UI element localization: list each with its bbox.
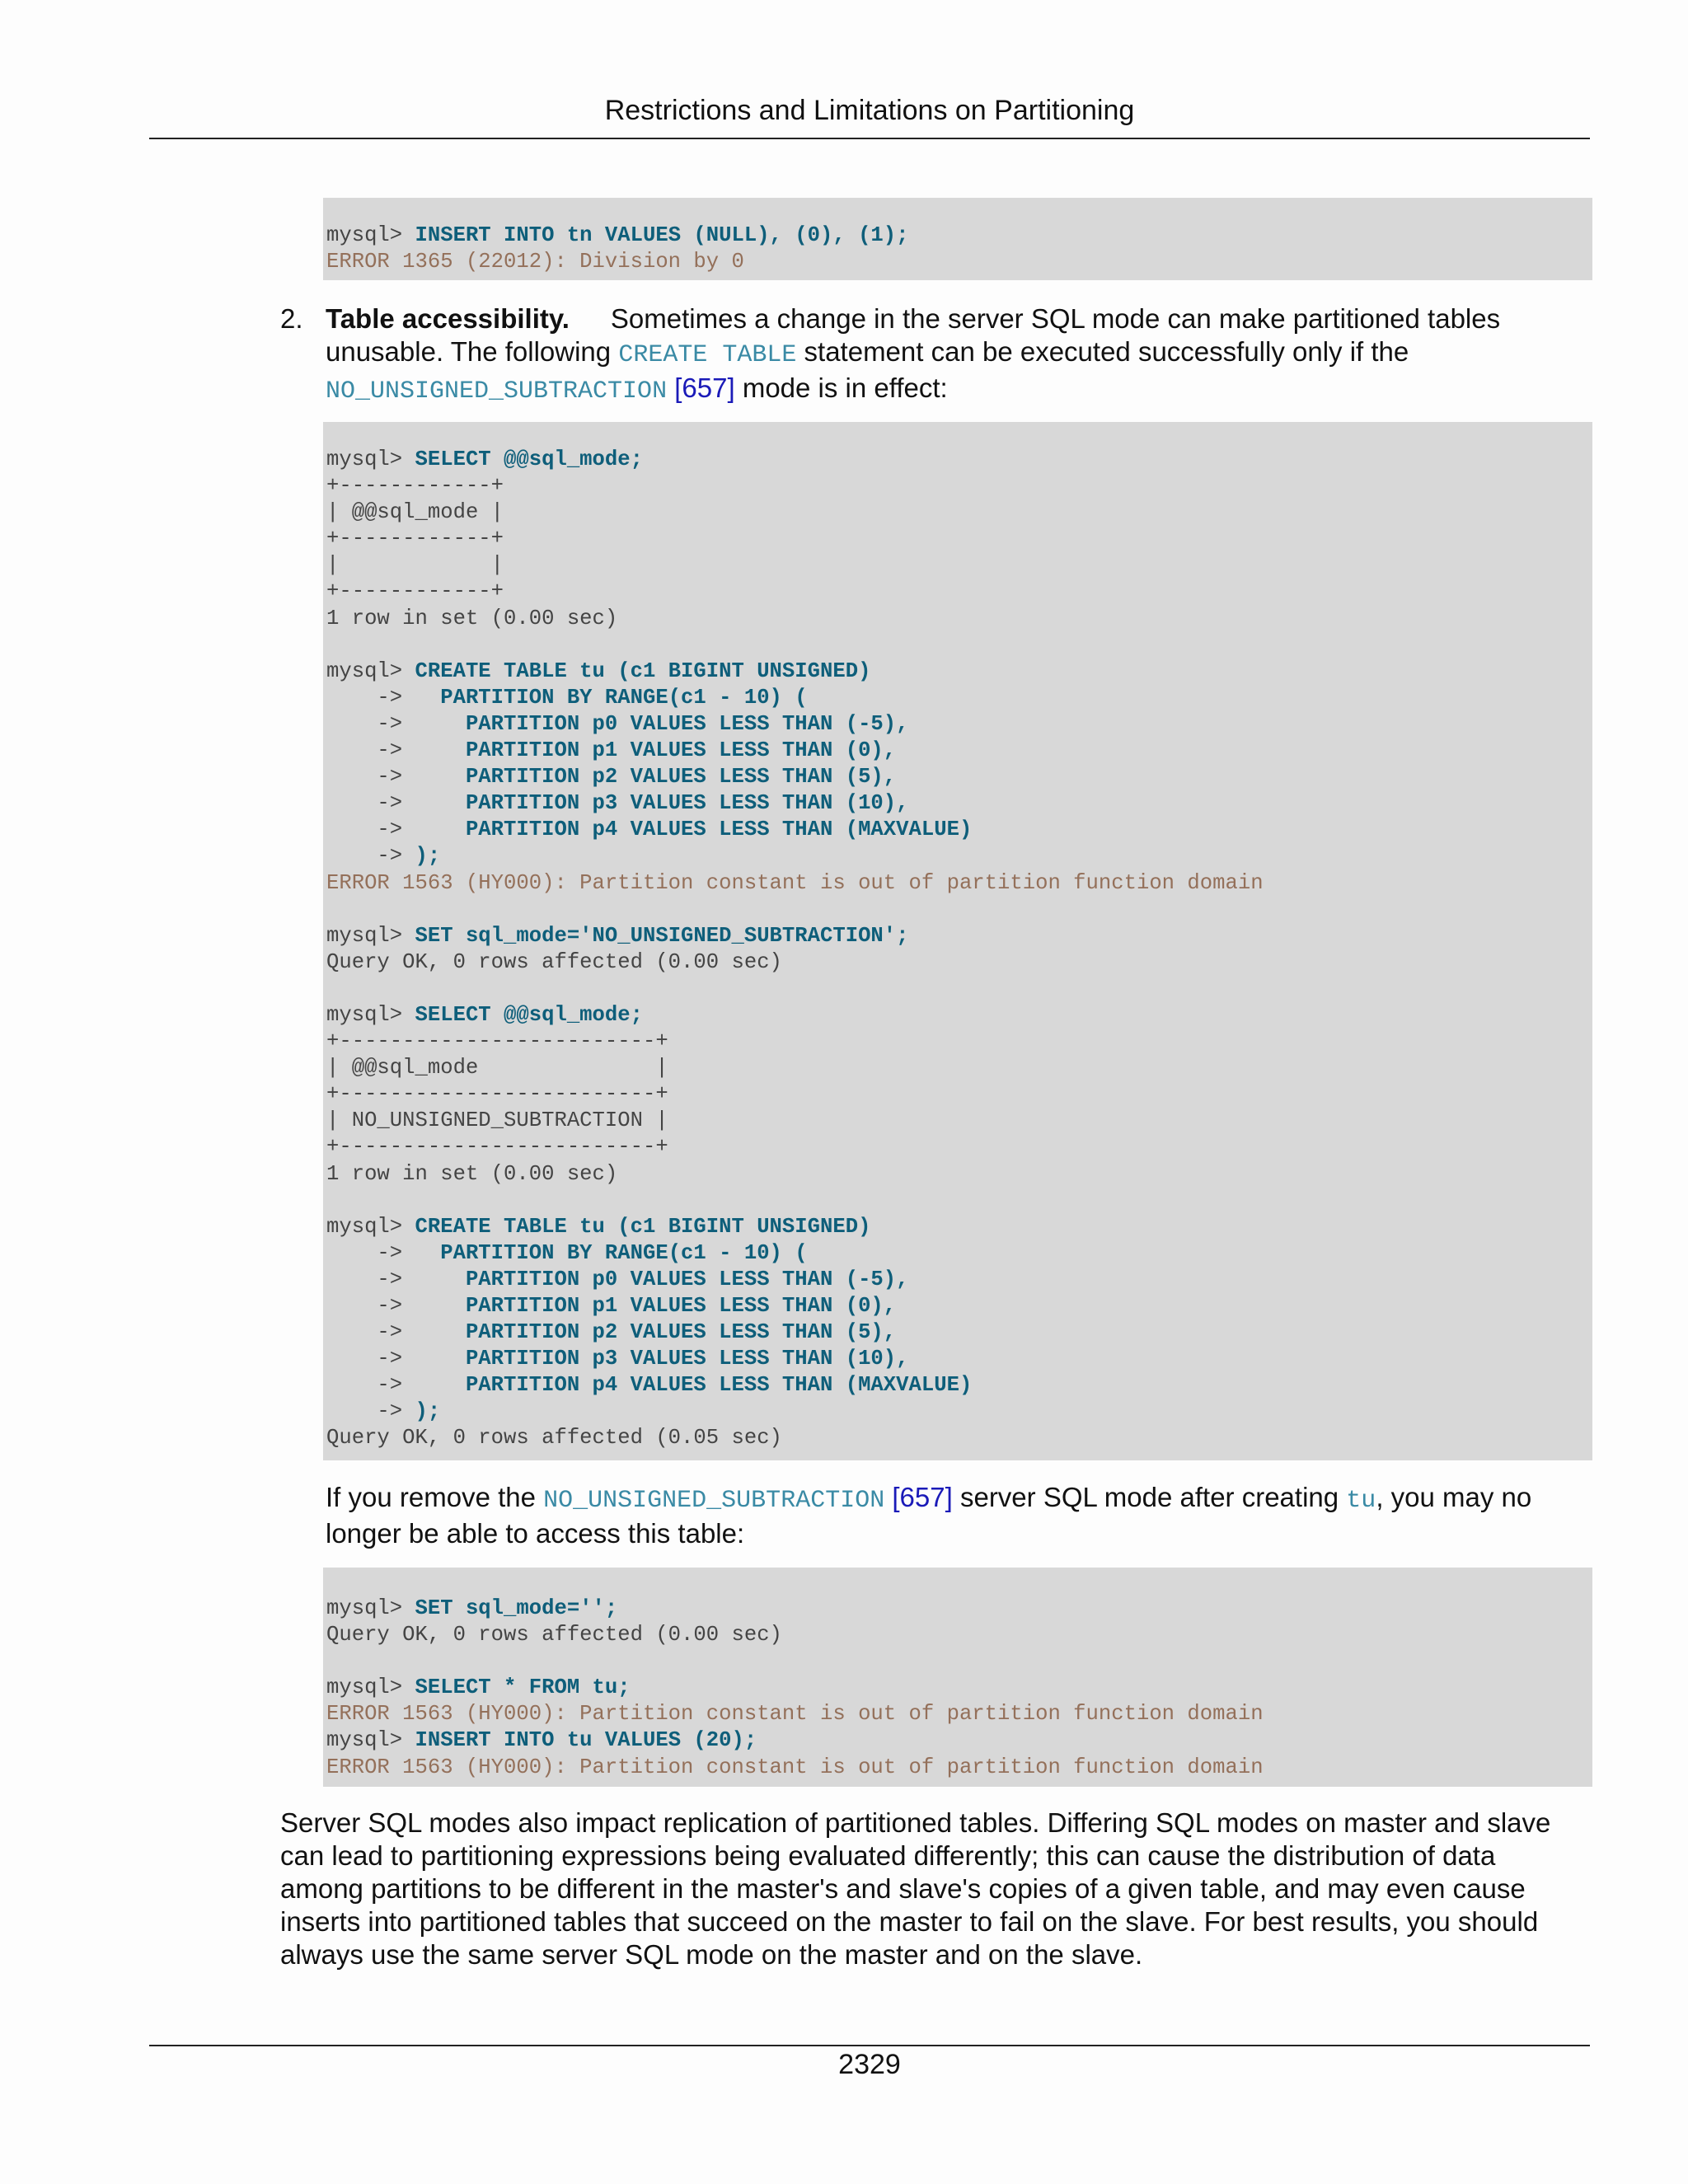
- code-line: [326, 1188, 1589, 1214]
- code-line: [326, 1002, 1589, 1029]
- code-line: [326, 1029, 1589, 1055]
- code-line: [326, 870, 1589, 897]
- code-output: mysql>: [326, 448, 415, 471]
- code-line: [326, 658, 1589, 685]
- code-line: [326, 1267, 1589, 1293]
- code-line: [326, 1293, 1589, 1319]
- code-command: INSERT INTO tu VALUES (20);: [415, 1728, 757, 1753]
- page-reference-link[interactable]: [657]: [674, 373, 735, 403]
- page-reference-link[interactable]: [657]: [892, 1482, 953, 1512]
- code-command: CREATE TABLE tu (c1 BIGINT UNSIGNED): [415, 658, 871, 683]
- code-command: PARTITION p3 VALUES LESS THAN (10),: [465, 791, 909, 816]
- code-output: ->: [326, 791, 466, 816]
- code-line: [326, 526, 1589, 552]
- code-command: PARTITION BY RANGE(c1 - 10) (: [440, 685, 808, 710]
- code-line: [326, 764, 1589, 790]
- paragraph-text: server SQL mode after creating: [952, 1482, 1347, 1512]
- code-line: [326, 711, 1589, 738]
- code-output: mysql>: [326, 223, 415, 247]
- code-command: SELECT * FROM tu;: [415, 1675, 631, 1700]
- code-command: SET sql_mode='NO_UNSIGNED_SUBTRACTION';: [415, 923, 909, 948]
- paragraph-text: mode is in effect:: [734, 373, 948, 403]
- code-line: [326, 1134, 1589, 1160]
- code-output: ->: [326, 1347, 466, 1371]
- code-command: PARTITION p0 VALUES LESS THAN (-5),: [465, 1267, 909, 1291]
- paragraph-line: Server SQL modes also impact replication of partitioned tables. Differing SQL modes on master and slave: [280, 1807, 1551, 1838]
- code-block: [323, 1568, 1592, 1787]
- code-output: +-------------------------+: [326, 1029, 668, 1054]
- code-line: [326, 473, 1589, 499]
- paragraph-text: longer be able to access this table:: [326, 1518, 745, 1549]
- code-command: CREATE TABLE tu (c1 BIGINT UNSIGNED): [415, 1214, 871, 1239]
- code-error: ERROR 1365 (22012): Division by 0: [326, 250, 744, 274]
- code-error: ERROR 1563 (HY000): Partition constant is out of partition function domain: [326, 1702, 1264, 1727]
- code-command: PARTITION p2 VALUES LESS THAN (5),: [465, 1320, 897, 1345]
- list-number: 2.: [280, 303, 303, 334]
- paragraph-line: always use the same server SQL mode on the master and on the slave.: [280, 1939, 1143, 1970]
- code-line: [326, 499, 1589, 526]
- paragraph-line: inserts into partitioned tables that succeed on the master to fail on the slave. For best results, you should: [280, 1906, 1539, 1937]
- code-line: [326, 606, 1589, 632]
- code-output: Query OK, 0 rows affected (0.00 sec): [326, 949, 782, 974]
- list-item-paragraph: [326, 302, 1595, 408]
- code-error: ERROR 1563 (HY000): Partition constant is out of partition function domain: [326, 870, 1264, 895]
- code-line: [326, 923, 1589, 949]
- code-output: | @@sql_mode |: [326, 500, 504, 525]
- code-output: ->: [326, 844, 415, 869]
- code-command: INSERT INTO tn VALUES (NULL), (0), (1);: [415, 223, 909, 247]
- code-line: [326, 1161, 1589, 1188]
- code-line: [326, 1727, 1589, 1754]
- sql-mode-link[interactable]: NO_UNSIGNED_SUBTRACTION: [326, 377, 668, 405]
- code-line: [326, 1596, 1589, 1622]
- code-line: [326, 738, 1589, 764]
- page-number: 2329: [838, 2049, 901, 2080]
- code-output: | NO_UNSIGNED_SUBTRACTION |: [326, 1108, 668, 1133]
- code-output: ->: [326, 1320, 466, 1345]
- code-line: [326, 1648, 1589, 1675]
- code-output: ->: [326, 818, 466, 842]
- code-command: SELECT @@sql_mode;: [415, 1002, 643, 1027]
- code-command: PARTITION p1 VALUES LESS THAN (0),: [465, 1294, 897, 1318]
- code-output: ->: [326, 738, 466, 763]
- page-header-title: Restrictions and Limitations on Partitioning: [604, 95, 1135, 126]
- code-line: [326, 685, 1589, 711]
- code-line: [326, 249, 1589, 275]
- code-command: PARTITION p4 VALUES LESS THAN (MAXVALUE): [465, 1373, 973, 1398]
- paragraph-line: can lead to partitioning expressions being evaluated differently; this can cause the distribution of data: [280, 1840, 1496, 1871]
- code-output: +-------------------------+: [326, 1135, 668, 1160]
- paragraph-text: statement can be executed successfully only if the: [796, 336, 1409, 367]
- code-line: [326, 1081, 1589, 1108]
- code-line: [326, 1755, 1589, 1781]
- code-error: ERROR 1563 (HY000): Partition constant is out of partition function domain: [326, 1755, 1264, 1779]
- create-table-link[interactable]: CREATE TABLE: [618, 341, 797, 369]
- code-line: [326, 897, 1589, 923]
- code-command: SELECT @@sql_mode;: [415, 448, 643, 471]
- code-output: | @@sql_mode |: [326, 1056, 668, 1080]
- footer-rule: [149, 2045, 1590, 2046]
- code-command: PARTITION BY RANGE(c1 - 10) (: [440, 1240, 808, 1265]
- code-output: ->: [326, 765, 466, 790]
- code-output: Query OK, 0 rows affected (0.05 sec): [326, 1426, 782, 1451]
- code-line: [326, 632, 1589, 658]
- code-line: [326, 1319, 1589, 1346]
- table-name-code: tu: [1346, 1487, 1376, 1515]
- paragraph-text: unusable. The following: [326, 336, 619, 367]
- code-output: | |: [326, 553, 504, 578]
- code-command: PARTITION p1 VALUES LESS THAN (0),: [465, 738, 897, 763]
- code-line: [326, 1108, 1589, 1134]
- code-line: [326, 1346, 1589, 1372]
- code-line: [326, 1055, 1589, 1081]
- code-line: [326, 843, 1589, 869]
- code-output: ->: [326, 1294, 466, 1318]
- code-line: [326, 949, 1589, 976]
- code-line: [326, 1372, 1589, 1399]
- code-command: );: [415, 844, 441, 869]
- code-line: [326, 1240, 1589, 1267]
- paragraph: [326, 1481, 1595, 1550]
- code-output: mysql>: [326, 1675, 415, 1700]
- code-line: [326, 223, 1589, 249]
- code-output: +------------+: [326, 474, 504, 499]
- code-line: [326, 1701, 1589, 1727]
- code-output: +------------+: [326, 527, 504, 551]
- code-output: Query OK, 0 rows affected (0.00 sec): [326, 1623, 782, 1647]
- code-output: +------------+: [326, 579, 504, 604]
- code-line: [326, 1622, 1589, 1648]
- code-output: mysql>: [326, 658, 415, 683]
- code-output: ->: [326, 1267, 466, 1291]
- code-output: ->: [326, 1399, 415, 1424]
- code-output: 1 row in set (0.00 sec): [326, 606, 618, 630]
- code-line: [326, 976, 1589, 1002]
- code-line: [326, 1214, 1589, 1240]
- code-output: +-------------------------+: [326, 1082, 668, 1107]
- code-command: PARTITION p2 VALUES LESS THAN (5),: [465, 765, 897, 790]
- code-output: mysql>: [326, 1002, 415, 1027]
- code-output: 1 row in set (0.00 sec): [326, 1161, 618, 1186]
- code-block: [323, 198, 1592, 280]
- code-output: ->: [326, 1373, 466, 1398]
- code-output: mysql>: [326, 1596, 415, 1620]
- code-command: PARTITION p0 VALUES LESS THAN (-5),: [465, 711, 909, 736]
- list-item-heading: Table accessibility.: [326, 303, 570, 334]
- code-command: PARTITION p3 VALUES LESS THAN (10),: [465, 1347, 909, 1371]
- code-output: ->: [326, 1240, 441, 1265]
- code-line: [326, 552, 1589, 579]
- code-output: mysql>: [326, 1214, 415, 1239]
- code-output: mysql>: [326, 1728, 415, 1753]
- header-rule: [149, 138, 1590, 139]
- code-output: ->: [326, 685, 441, 710]
- code-output: ->: [326, 711, 466, 736]
- code-line: [326, 447, 1589, 473]
- paragraph-text: If you remove the: [326, 1482, 544, 1512]
- code-command: PARTITION p4 VALUES LESS THAN (MAXVALUE): [465, 818, 973, 842]
- sql-mode-link[interactable]: NO_UNSIGNED_SUBTRACTION: [543, 1487, 885, 1515]
- code-command: SET sql_mode='';: [415, 1596, 618, 1620]
- code-line: [326, 790, 1589, 817]
- code-block: [323, 422, 1592, 1460]
- code-line: [326, 817, 1589, 843]
- code-line: [326, 1675, 1589, 1701]
- paragraph-text: , you may no: [1376, 1482, 1532, 1512]
- paragraph-text: Sometimes a change in the server SQL mode can make partitioned tables: [610, 303, 1501, 334]
- replication-paragraph: [280, 1807, 1599, 1971]
- code-line: [326, 1399, 1589, 1425]
- code-output: mysql>: [326, 923, 415, 948]
- code-line: [326, 579, 1589, 605]
- code-line: [326, 1425, 1589, 1451]
- paragraph-line: among partitions to be different in the master's and slave's copies of a given table, and may even cause: [280, 1873, 1526, 1904]
- code-command: );: [415, 1399, 441, 1424]
